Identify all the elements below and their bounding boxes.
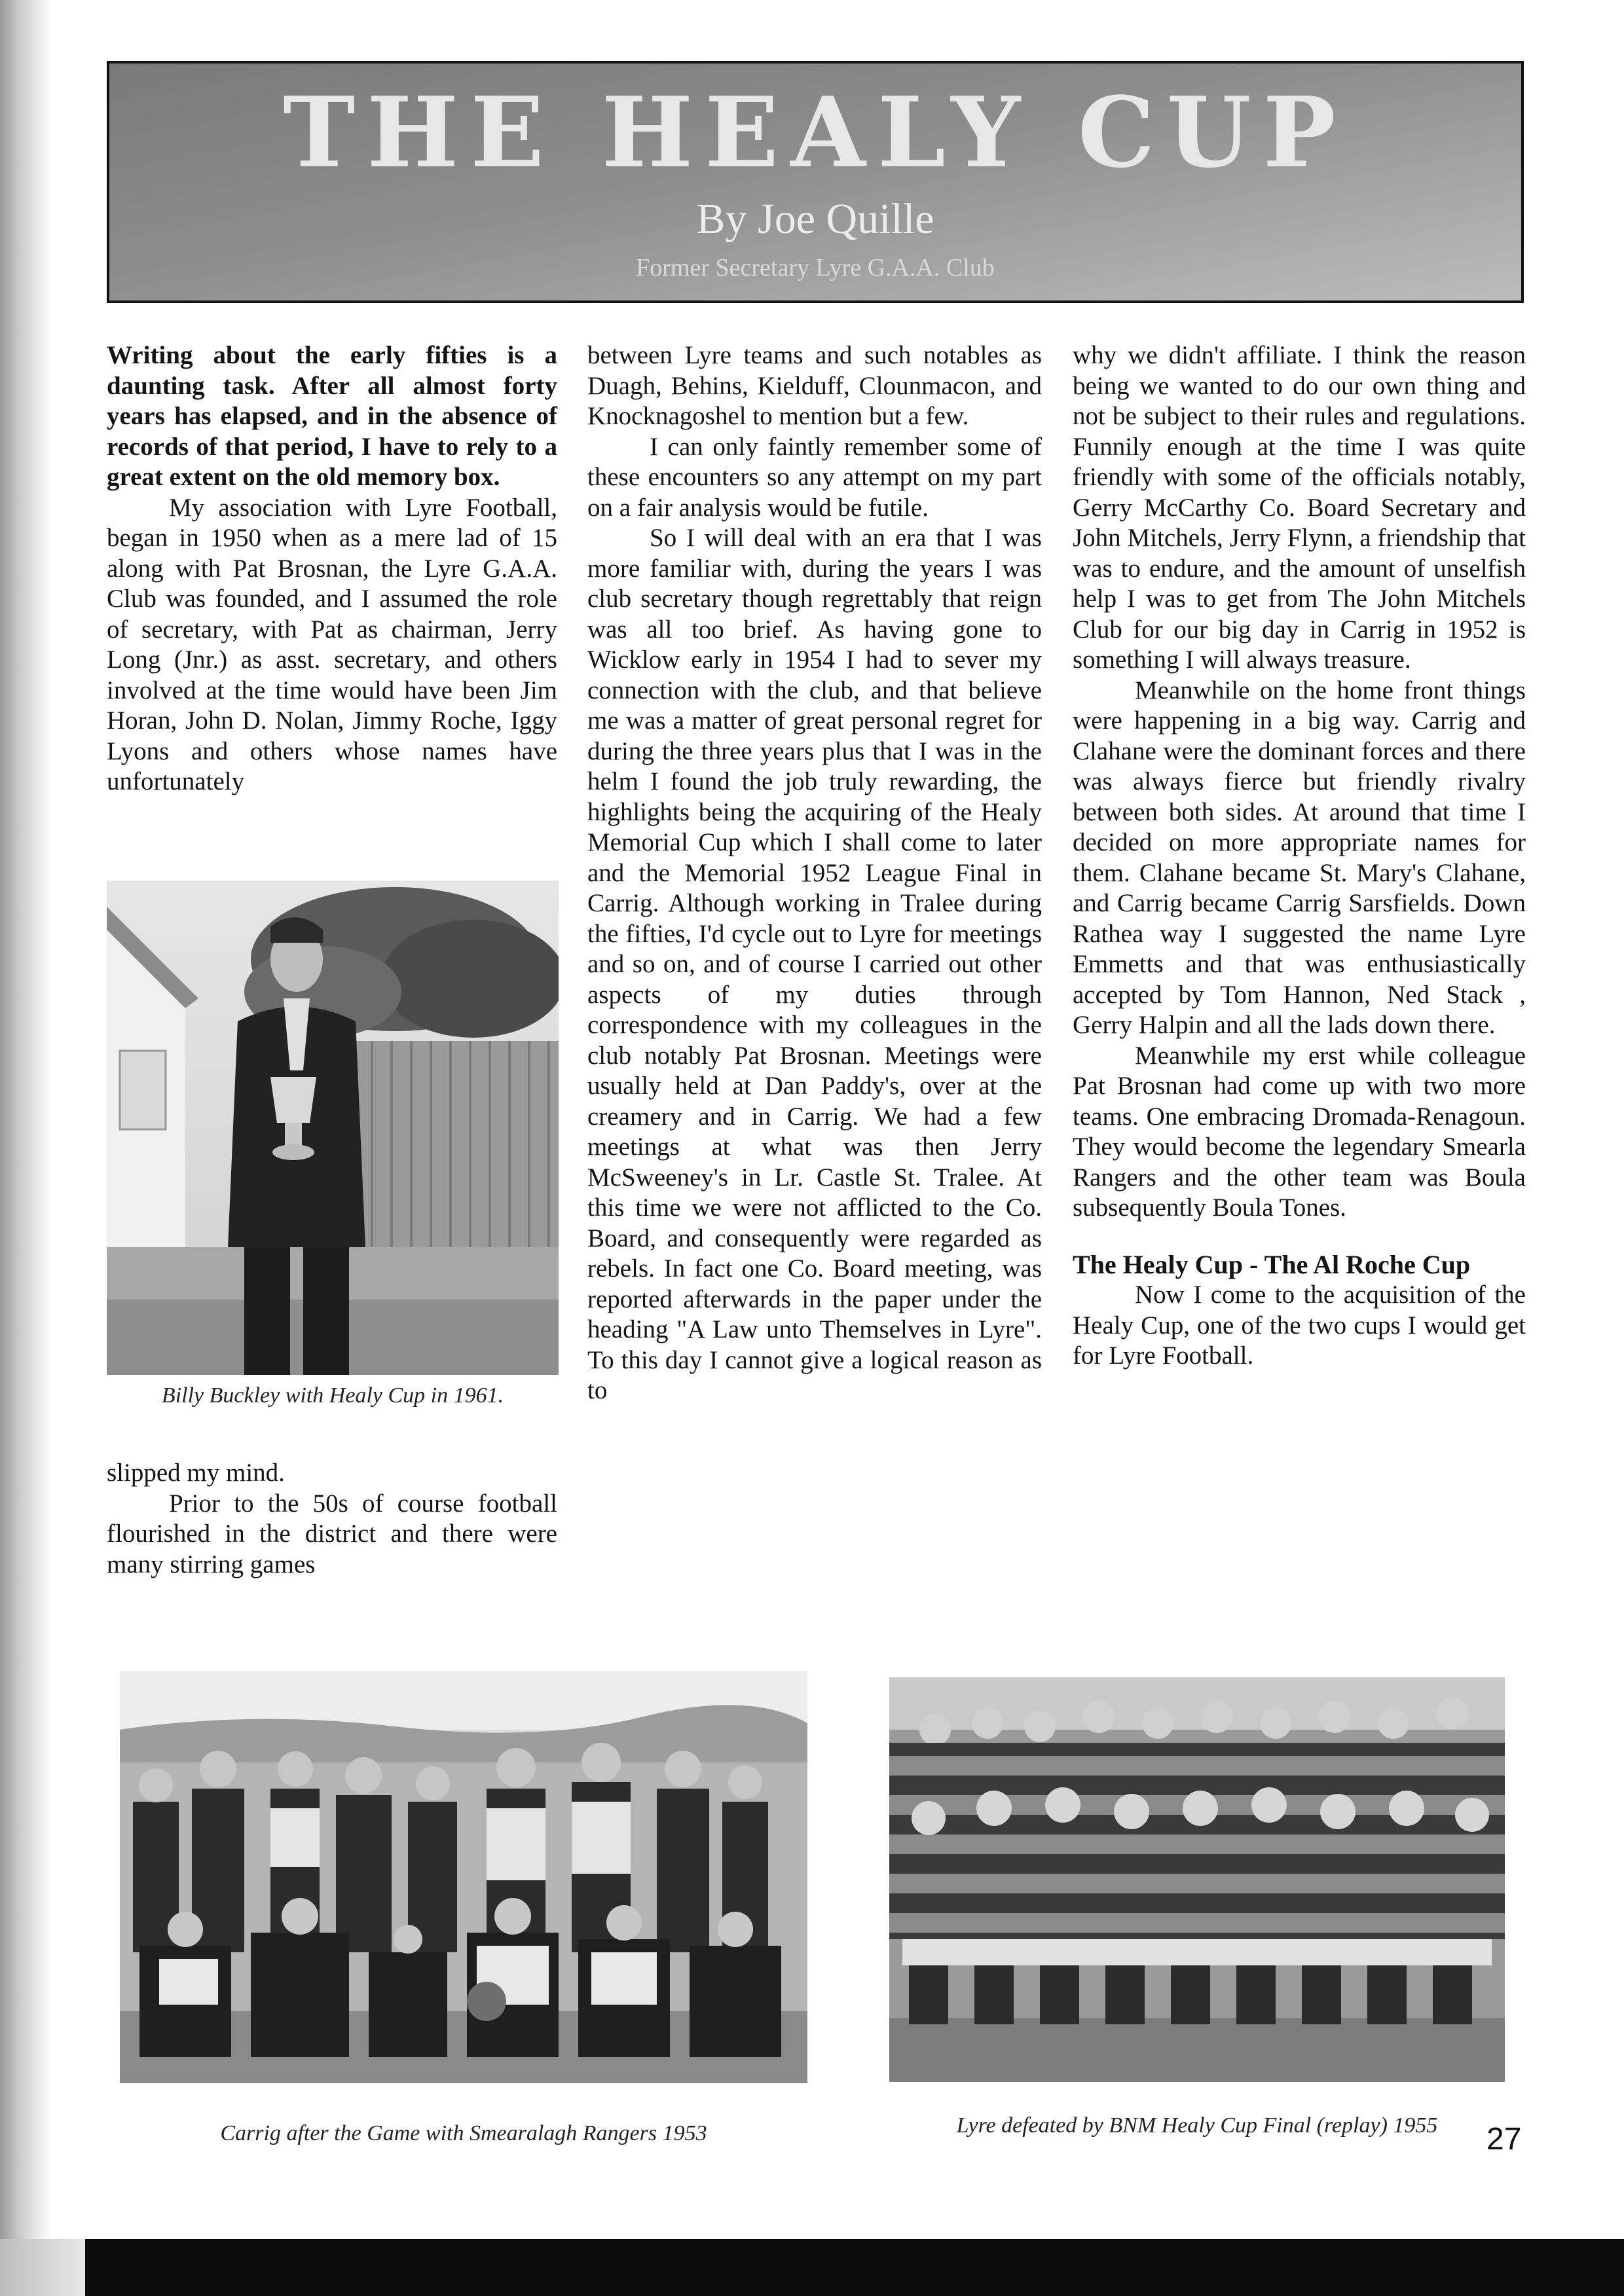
article-column-1-bottom [107, 1458, 557, 1580]
photo-carrig-team-caption: Carrig after the Game with Smearalagh Rangers 1953 [220, 2121, 707, 2145]
paragraph: So I will deal with an era that I was more familiar with, during the years I was club secretary though regrettably that reign was all too brief. As having gone to Wicklow early in 1954 I had to sever my connection with the club, and that believe me was a matter of great personal regret for during the three years plus that I was in the helm I found the job truly rewarding, the highlights being the acquiring of the Healy Memorial Cup which I shall come to later and the Memorial 1952 League Final in Carrig. Although working in Tralee during the fifties, I'd cycle out to Lyre for meetings and so on, and of course I carried out other aspects of my duties through correspondence with my colleagues in the club notably Pat Brosnan. Meetings were usually held at Dan Paddy's, over at the creamery and in Carrig. We had a few meetings at what was then Jerry McSweeney's in Lr. Castle St. Tralee. At this time we were not afflicted to the Co. Board, and consequently were regarded as rebels. In fact one Co. Board meeting, was reported afterwards in the paper under the heading "A Law unto Themselves in Lyre". To this day I cannot give a logical reason as to [587, 524, 1042, 1404]
page-number: 27 [1486, 2122, 1522, 2157]
photo-billy-buckley-with-cup [107, 881, 559, 1375]
paragraph: Meanwhile on the home front things were happening in a big way. Carrig and Clahane were the dominant forces and there was always fierce but friendly rivalry between both sides. At around that time I decided on more appropriate names for them. Clahane became St. Mary's Clahane, and Carrig became Carrig Sarsfields. Down Rathea way I suggested the name Lyre Emmetts and that was enthusiastically accepted by Tom Hannon, Ned Stack , Gerry Halpin and all the lads down there. [1073, 676, 1526, 1039]
paragraph: Now I come to the acquisition of the Healy Cup, one of the two cups I would get for Lyre Football. [1073, 1281, 1526, 1370]
paragraph: slipped my mind. [107, 1459, 285, 1487]
photo-billy-buckley-image [107, 881, 559, 1375]
paragraph: Prior to the 50s of course football flourished in the district and there were many stirring games [107, 1489, 557, 1578]
article-column-2 [587, 340, 1042, 1406]
page-bottom-edge [0, 2239, 1624, 2296]
photo-carrig-team [120, 1671, 807, 2083]
paragraph: why we didn't affiliate. I think the reason being we wanted to do our own thing and not be subject to their rules and regulations. Funnily enough at the time I was quite friendly with some of the officials notably, Gerry McCarthy Co. Board Secretary and John Mitchels, Jerry Flynn, a friendship that was to endure, and the amount of unselfish help I was to get from The John Mitchels Club for our big day in Carrig in 1952 is something I will always treasure. [1073, 341, 1526, 674]
article-title: THE HEALY CUP [283, 75, 1348, 189]
paragraph: My association with Lyre Football, began in 1950 when as a mere lad of 15 along with Pat Brosnan, the Lyre G.A.A. Club was founded, and I assumed the role of secretary, with Pat as chairman, Jerry Long (Jnr.) as asst. secretary, and others involved at the time would have been Jim Horan, John D. Nolan, Jimmy Roche, Iggy Lyons and others whose names have unfortunately [107, 493, 557, 795]
photo-billy-buckley-caption: Billy Buckley with Healy Cup in 1961. [161, 1383, 504, 1408]
lead-paragraph: Writing about the early fifties is a daunting task. After all almost forty years has elapsed, and in the absence of records of that period, I have to rely to a great extent on the old memory box. [107, 341, 557, 491]
author-byline: By Joe Quille [696, 195, 934, 243]
article-column-1-top [107, 340, 557, 797]
paragraph: I can only faintly remember some of these encounters so any attempt on my part on a fair analysis would be futile. [587, 432, 1042, 522]
photo-lyre-team-caption: Lyre defeated by BNM Healy Cup Final (replay) 1955 [956, 2113, 1438, 2138]
paragraph: Meanwhile my erst while colleague Pat Brosnan had come up with two more teams. One embracing Dromada-Renagoun. They would become the legendary Smearla Rangers and the other team was Boula subsequently Boula Tones. [1073, 1041, 1526, 1222]
section-heading: The Healy Cup - The Al Roche Cup [1073, 1249, 1471, 1279]
paragraph: between Lyre teams and such notables as Duagh, Behins, Kielduff, Clounmacon, and Knocknagoshel to mention but a few. [587, 341, 1042, 430]
author-role: Former Secretary Lyre G.A.A. Club [636, 254, 995, 282]
page-gutter-shadow [0, 0, 52, 2296]
photo-lyre-team [889, 1677, 1505, 2082]
photo-lyre-team-image [889, 1677, 1505, 2082]
article-header-banner [107, 61, 1524, 303]
article-column-3 [1073, 340, 1526, 1372]
photo-carrig-team-image [120, 1671, 807, 2083]
